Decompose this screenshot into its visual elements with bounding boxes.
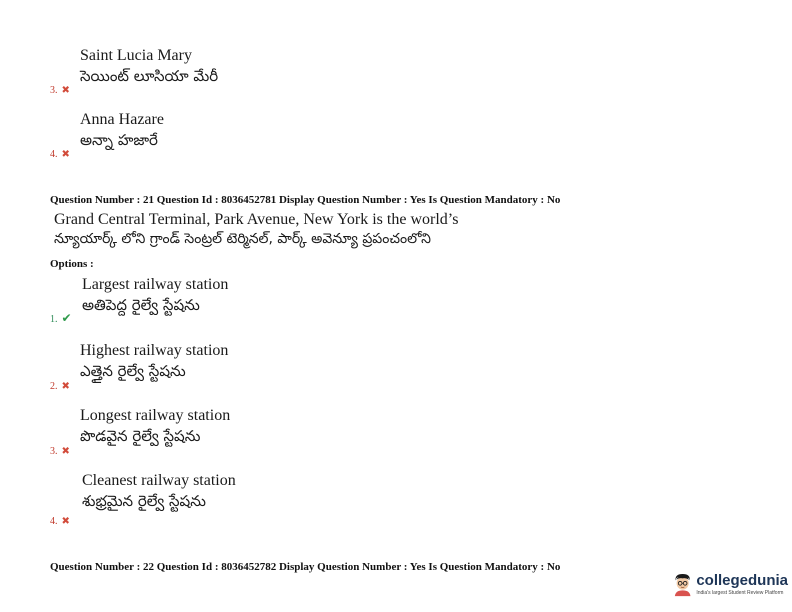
q21-option-1-marker (50, 307, 72, 326)
option-number: 3. (50, 446, 58, 457)
q21-option-4-marker (50, 509, 70, 528)
cross-icon: ✖ (61, 446, 70, 457)
q21-option-3-english: Longest railway station (80, 407, 231, 424)
q21-option-1-telugu: అతిపెద్ద రైల్వే స్టేషను (82, 296, 200, 314)
logo-name: collegedunia (696, 571, 788, 589)
option-3-marker (50, 78, 70, 97)
logo-tagline: India's largest Student Review Platform (696, 589, 784, 596)
checkmark-icon: ✔ (61, 311, 72, 325)
option-4-telugu: అన్నా హజారే (80, 131, 158, 149)
cross-icon: ✖ (61, 85, 70, 96)
q21-option-4-english: Cleanest railway station (82, 472, 236, 489)
logo-text-group (696, 573, 788, 596)
question-22-header: Question Number : 22 Question Id : 8036452782 Display Question Number : Yes Is Question Mandatory : No (50, 561, 561, 573)
option-3-english: Saint Lucia Mary (80, 47, 192, 64)
option-number: 4. (50, 149, 58, 160)
question-21-text-telugu: న్యూయార్క్ లోని గ్రాండ్ సెంట్రల్ టెర్మినల్, పార్క్ అవెన్యూ ప్రపంచంలోని (54, 231, 431, 247)
q21-option-3-telugu: పొడవైన రైల్వే స్టేషను (80, 427, 201, 445)
option-number: 4. (50, 516, 58, 527)
question-21-header: Question Number : 21 Question Id : 8036452781 Display Question Number : Yes Is Question Mandatory : No (50, 194, 561, 206)
q21-option-2-english: Highest railway station (80, 342, 229, 359)
q21-option-2-telugu: ఎత్తైన రైల్వే స్టేషను (80, 362, 186, 380)
student-avatar-icon (672, 567, 693, 601)
q21-option-1-english: Largest railway station (82, 276, 229, 293)
cross-icon: ✖ (61, 381, 70, 392)
option-number: 3. (50, 85, 58, 96)
option-3-telugu: సెయింట్ లూసియా మేరీ (80, 67, 219, 85)
options-label: Options : (50, 258, 94, 270)
option-number: 1. (50, 314, 58, 325)
option-4-marker (50, 142, 70, 161)
cross-icon: ✖ (61, 516, 70, 527)
cross-icon: ✖ (61, 149, 70, 160)
option-number: 2. (50, 381, 58, 392)
q21-option-4-telugu: శుభ్రమైన రైల్వే స్టేషను (82, 492, 206, 510)
collegedunia-logo (672, 566, 788, 602)
option-4-english: Anna Hazare (80, 111, 164, 128)
q21-option-3-marker (50, 439, 70, 458)
q21-option-2-marker (50, 374, 70, 393)
question-21-text-english: Grand Central Terminal, Park Avenue, New York is the world’s (54, 211, 459, 228)
